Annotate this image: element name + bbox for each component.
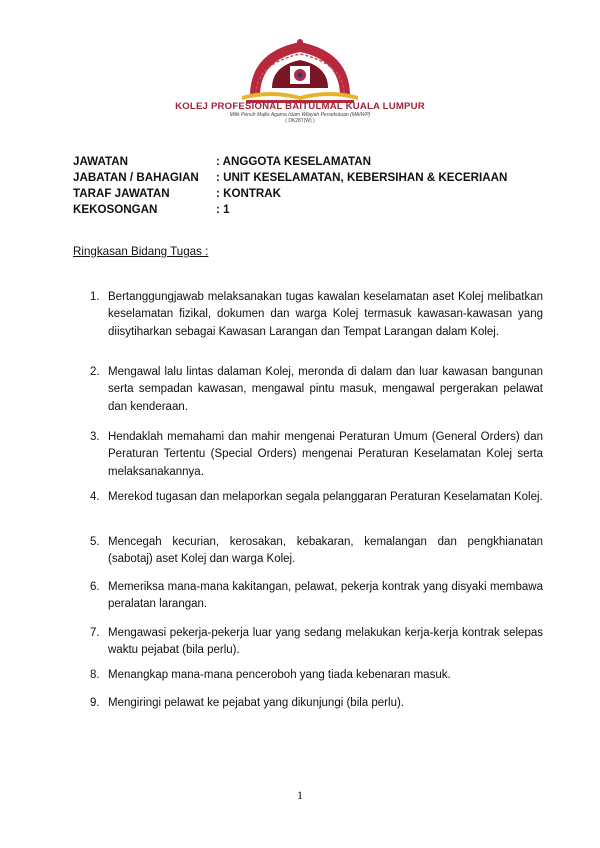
info-value: : UNIT KESELAMATAN, KEBERSIHAN & KECERIAAN — [216, 171, 508, 184]
info-label: JAWATAN — [73, 155, 128, 168]
list-text: Hendaklah memahami dan mahir mengenai Peraturan Umum (General Orders) dan Peraturan Tertentu (Special Orders) mengenai Peraturan Keselamatan Kolej serta melaksanakannya. — [108, 431, 543, 478]
list-number: 9. — [90, 697, 100, 709]
list-number: 4. — [90, 491, 100, 503]
info-value: : 1 — [216, 203, 230, 216]
list-number: 3. — [90, 431, 100, 443]
list-text: Memeriksa mana-mana kakitangan, pelawat, pekerja kontrak yang disyaki membawa peralatan larangan. — [108, 581, 543, 611]
page-number: 1 — [297, 788, 303, 802]
list-text: Mengawasi pekerja-pekerja luar yang sedang melakukan kerja-kerja kontrak selepas waktu pejabat (bila perlu). — [108, 627, 543, 657]
section-heading: Ringkasan Bidang Tugas : — [73, 245, 209, 258]
college-registration: ( DK287(W) ) — [285, 118, 315, 124]
list-number: 8. — [90, 669, 100, 681]
list-number: 2. — [90, 366, 100, 378]
list-number: 5. — [90, 536, 100, 548]
info-value: : KONTRAK — [216, 187, 282, 200]
list-text: Mencegah kecurian, kerosakan, kebakaran, kemalangan dan pengkhianatan (sabotaj) aset Kolej dan warga Kolej. — [108, 536, 543, 566]
list-text: Menangkap mana-mana penceroboh yang tiada kebenaran masuk. — [108, 669, 451, 681]
list-number: 7. — [90, 627, 100, 639]
college-name: KOLEJ PROFESIONAL BAITULMAL KUALA LUMPUR — [175, 101, 425, 112]
info-label: TARAF JAWATAN — [73, 187, 170, 200]
info-value: : ANGGOTA KESELAMATAN — [216, 155, 371, 168]
info-label: KEKOSONGAN — [73, 203, 158, 216]
list-text: Mengiringi pelawat ke pejabat yang dikunjungi (bila perlu). — [108, 697, 404, 709]
list-number: 6. — [90, 581, 100, 593]
list-number: 1. — [90, 291, 100, 303]
list-text: Bertanggungjawab melaksanakan tugas kawalan keselamatan aset Kolej melibatkan keselamatan fizikal, dokumen dan warga Kolej termasuk kawasan-kawasan yang diisytiharkan sebagai Kawasan Larangan dan Tempat Larangan dalam Kolej. — [108, 291, 543, 338]
college-crest-icon — [220, 38, 380, 104]
list-text: Mengawal lalu lintas dalaman Kolej, meronda di dalam dan luar kawasan bangunan serta sempadan kawasan, mengawal pintu masuk, mengawal pergerakan pelawat dan kenderaan. — [108, 366, 543, 413]
college-subtitle: Milik Penuh Majlis Agama Islam Wilayah Persekutuan (MAIWP) — [229, 112, 371, 118]
info-label: JABATAN / BAHAGIAN — [73, 171, 199, 184]
list-text: Merekod tugasan dan melaporkan segala pelanggaran Peraturan Keselamatan Kolej. — [108, 491, 543, 503]
